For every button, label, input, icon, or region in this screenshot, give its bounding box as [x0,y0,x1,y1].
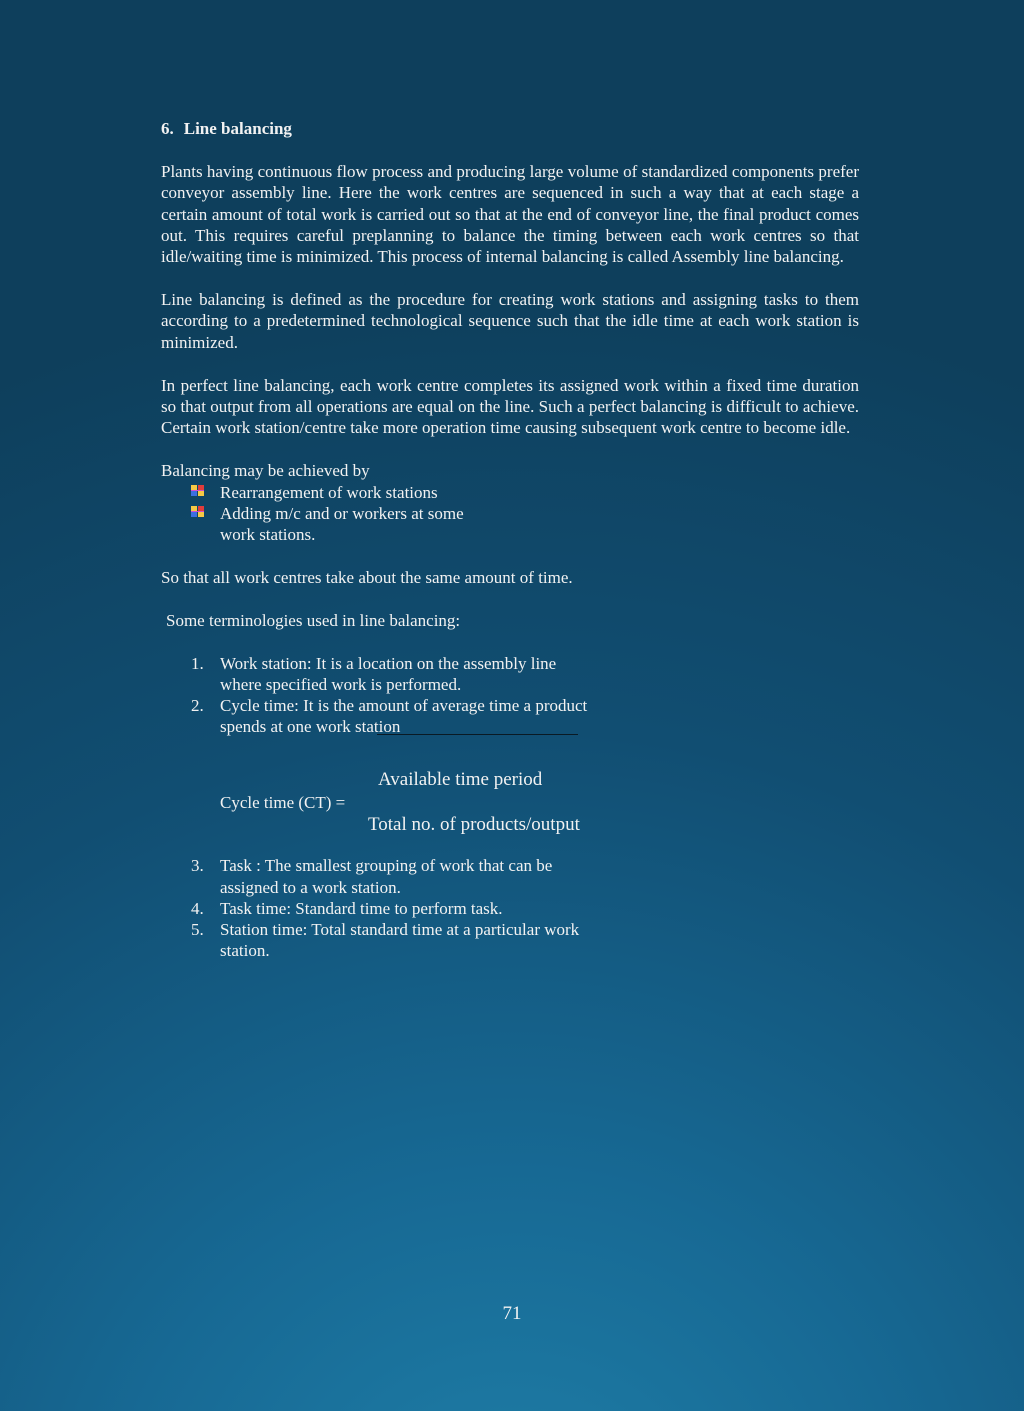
formula-numerator: Available time period [378,769,543,791]
section-title: Line balancing [183,119,292,138]
balancing-methods-list [161,482,480,546]
cycle-time-formula [161,737,859,855]
section-heading [161,118,859,139]
document-page [161,118,859,961]
terminologies-list-continued [161,855,859,961]
balancing-intro: Balancing may be achieved by [161,461,370,481]
formula-lhs: Cycle time (CT) = [220,793,346,813]
list-item [161,855,600,897]
item-number: 2. [191,696,204,716]
page-number: 71 [502,1303,522,1324]
section-number: 6. [161,119,174,138]
bullet-text: Adding m/c and or workers at some work stations. [220,503,464,545]
item-text: Work station: It is a location on the assembly line where specified work is performed. [220,653,557,694]
balancing-conclusion: So that all work centres take about the same amount of time. [161,568,573,588]
paragraph-assembly-line: Plants having continuous flow process and producing large volume of standardized components prefer conveyor assembly line. Here the work centres are sequenced in such a way that at each stage a certain amount of total work is carried out so that at the end of conveyor line, the final product comes out. This requires careful preplanning to balance the timing between each work centres so that idle/waiting time is minimized. This process of internal balancing is called Assembly line balancing. [161,162,859,267]
formula-denominator: Total no. of products/output [368,814,580,836]
paragraph-definition: Line balancing is defined as the procedure for creating work stations and assigning tasks to them according to a predetermined technological sequence such that the idle time at each work station is minimized. [161,290,859,352]
bullet-text: Rearrangement of work stations [220,482,438,502]
item-text: Task : The smallest grouping of work that can be assigned to a work station. [220,856,553,897]
item-text: Task time: Standard time to perform task. [220,898,503,918]
item-text: Cycle time: It is the amount of average time a product spends at one work station [220,696,588,737]
fraction-line [377,734,578,735]
list-item [161,653,600,695]
item-number: 3. [191,856,204,876]
list-item [220,482,480,503]
terminologies-list [161,653,859,738]
item-number: 4. [191,898,204,918]
terminologies-intro: Some terminologies used in line balancing: [166,611,461,631]
list-item [161,695,600,737]
item-text: Station time: Total standard time at a particular work station. [220,920,580,961]
item-number: 1. [191,653,204,673]
list-item [161,919,600,961]
item-number: 5. [191,920,204,940]
paragraph-perfect-balancing: In perfect line balancing, each work centre completes its assigned work within a fixed time duration so that output from all operations are equal on the line. Such a perfect balancing is difficult to achieve. Certain work station/centre take more operation time causing subsequent work centre to become idle. [161,375,859,438]
windows-flag-icon [191,506,205,518]
windows-flag-icon [191,485,205,497]
list-item [220,503,480,545]
list-item [161,898,600,919]
